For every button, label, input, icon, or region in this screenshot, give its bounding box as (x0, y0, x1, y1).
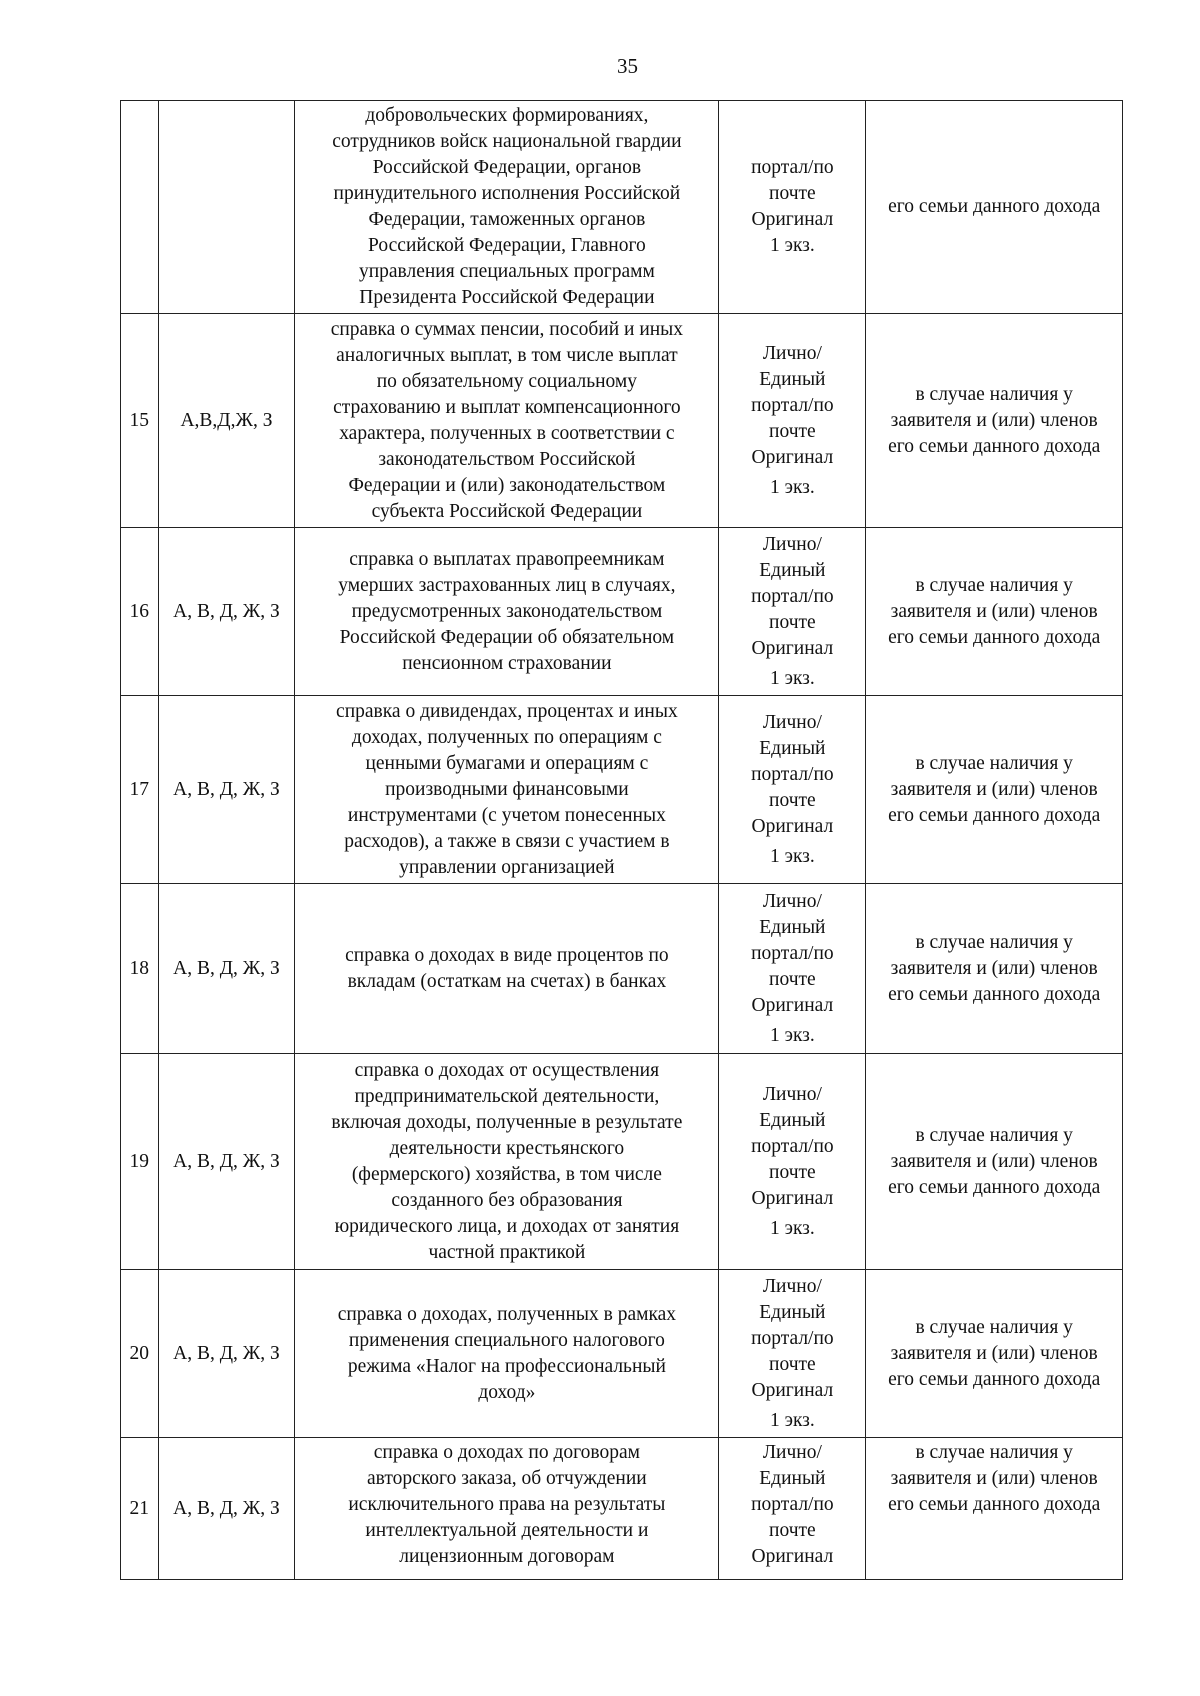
document-name (295, 884, 719, 1054)
submission-method-line: 1 экз. (769, 235, 815, 256)
submission-condition (866, 1054, 1123, 1270)
document-name-line: справка о доходах по договорам (373, 1442, 640, 1463)
document-name-line: инструментами (с учетом понесенных (347, 804, 666, 826)
applicant-categories: А, В, Д, Ж, З (158, 1438, 295, 1580)
submission-method-line: 1 экз. (769, 476, 815, 498)
document-name-line: сотрудников войск национальной гвардии (332, 131, 682, 152)
row-number: 15 (121, 314, 159, 528)
submission-condition-line: заявителя и (или) членов (890, 1468, 1098, 1489)
row-number: 21 (121, 1438, 159, 1580)
document-name-line: страхованию и выплат компенсационного (333, 396, 681, 418)
document-name-line: умерших застрахованных лиц в случаях, (338, 574, 676, 596)
document-name-line: Федерации, таможенных органов (368, 209, 646, 230)
document-name-line: предпринимательской деятельности, (354, 1085, 660, 1107)
submission-condition-line: в случае наличия у (915, 1316, 1073, 1338)
submission-condition-line: заявителя и (или) членов (890, 1150, 1098, 1172)
document-name-line: субъекта Российской Федерации (371, 500, 643, 522)
submission-method-line: Лично/ (762, 890, 822, 912)
submission-method-line: портал/по (751, 763, 834, 785)
row-number: 20 (121, 1270, 159, 1438)
submission-condition (866, 528, 1123, 696)
document-name-line: доход» (478, 1381, 536, 1403)
document-name-line: деятельности крестьянского (389, 1137, 625, 1159)
document-name-line: принудительного исполнения Российской (333, 183, 681, 204)
submission-method-line: Оригинал (751, 1379, 834, 1401)
submission-method-line: Лично/ (762, 1083, 822, 1105)
submission-condition-line: в случае наличия у (915, 752, 1073, 774)
submission-method-line: Лично/ (762, 1442, 822, 1463)
submission-method (719, 884, 866, 1054)
document-name-line: частной практикой (428, 1241, 586, 1263)
document-name-line: предусмотренных законодательством (351, 600, 663, 622)
applicant-categories: А,В,Д,Ж, З (158, 314, 295, 528)
submission-condition-line: в случае наличия у (915, 1124, 1073, 1146)
submission-condition-line: его семьи данного дохода (888, 435, 1101, 457)
submission-method-line: Единый (759, 1301, 826, 1323)
submission-method-line: Оригинал (751, 815, 834, 837)
document-name-line: Российской Федерации, органов (372, 157, 642, 178)
submission-method-line: почте (769, 611, 816, 633)
table-row (121, 1054, 1123, 1270)
table-row (121, 1438, 1123, 1580)
document-name-line: управления специальных программ (358, 261, 655, 282)
document-name-line: (фермерского) хозяйства, в том числе (351, 1163, 662, 1185)
table-row (121, 696, 1123, 884)
document-name-line: интеллектуальной деятельности и (365, 1520, 649, 1541)
submission-condition-line: его семьи данного дохода (888, 983, 1101, 1005)
submission-method-line: портал/по (751, 1327, 834, 1349)
submission-condition-line: его семьи данного дохода (888, 196, 1101, 217)
document-name-line: справка о доходах от осуществления (354, 1059, 660, 1081)
document-name-line: производными финансовыми (385, 778, 629, 800)
submission-method-line: почте (769, 1520, 816, 1541)
submission-condition-line: заявителя и (или) членов (890, 409, 1098, 431)
document-name (295, 314, 719, 528)
document-name-line: ценными бумагами и операциям с (365, 752, 649, 774)
document-name-line: справка о доходах в виде процентов по (345, 944, 669, 966)
submission-method-line: 1 экз. (769, 1217, 815, 1239)
row-number: 18 (121, 884, 159, 1054)
document-name-line: применения специального налогового (348, 1329, 665, 1351)
row-number: 17 (121, 696, 159, 884)
submission-method (719, 528, 866, 696)
submission-condition (866, 1270, 1123, 1438)
document-name-line: Федерации и (или) законодательством (348, 474, 666, 496)
document-name-line: лицензионным договорам (399, 1546, 615, 1567)
submission-method-line: Единый (759, 1468, 826, 1489)
document-name-line: справка о доходах, полученных в рамках (337, 1303, 677, 1325)
submission-method-line: портал/по (751, 394, 834, 416)
applicant-categories (158, 101, 295, 314)
document-name (295, 1438, 719, 1580)
submission-condition-line: заявителя и (или) членов (890, 600, 1098, 622)
page-number: 35 (617, 54, 638, 78)
document-name-line: режима «Налог на профессиональный (347, 1355, 666, 1377)
submission-method-line: 1 экз. (769, 667, 815, 689)
submission-condition-line: в случае наличия у (915, 1442, 1073, 1463)
submission-method-line: Оригинал (751, 209, 834, 230)
document-name (295, 1270, 719, 1438)
submission-method-line: почте (769, 420, 816, 442)
submission-method-line: 1 экз. (769, 845, 815, 867)
submission-method-line: Единый (759, 737, 826, 759)
applicant-categories: А, В, Д, Ж, З (158, 884, 295, 1054)
table-row (121, 528, 1123, 696)
submission-condition (866, 101, 1123, 314)
table-row (121, 1270, 1123, 1438)
document-name-line: законодательством Российской (378, 448, 636, 470)
documents-table (120, 100, 1123, 1580)
submission-method-line: почте (769, 183, 816, 204)
submission-condition-line: его семьи данного дохода (888, 804, 1101, 826)
submission-condition (866, 314, 1123, 528)
submission-method (719, 314, 866, 528)
submission-condition-line: заявителя и (или) членов (890, 1342, 1098, 1364)
document-name-line: расходов), а также в связи с участием в (344, 830, 670, 852)
submission-method-line: Лично/ (762, 533, 822, 555)
document-name-line: включая доходы, полученные в результате (331, 1111, 683, 1133)
document-name-line: авторского заказа, об отчуждении (367, 1468, 647, 1489)
submission-method-line: Лично/ (762, 711, 822, 733)
submission-method-line: портал/по (751, 1494, 834, 1515)
document-name-line: созданного без образования (391, 1189, 623, 1211)
submission-method-line: Единый (759, 559, 826, 581)
document-name-line: Президента Российской Федерации (359, 287, 655, 308)
submission-method-line: Оригинал (751, 994, 834, 1016)
submission-condition-line: его семьи данного дохода (888, 1368, 1101, 1390)
document-name-line: управлении организацией (399, 856, 615, 878)
document-name-line: вкладам (остаткам на счетах) в банках (347, 970, 667, 992)
document-name-line: Российской Федерации об обязательном (339, 626, 675, 648)
submission-method-line: Единый (759, 916, 826, 938)
submission-method-line: почте (769, 789, 816, 811)
document-name-line: Российской Федерации, Главного (368, 235, 646, 256)
submission-method-line: 1 экз. (769, 1409, 815, 1431)
applicant-categories: А, В, Д, Ж, З (158, 1054, 295, 1270)
submission-condition (866, 884, 1123, 1054)
row-number: 16 (121, 528, 159, 696)
applicant-categories: А, В, Д, Ж, З (158, 528, 295, 696)
row-number: 19 (121, 1054, 159, 1270)
document-name-line: характера, полученных в соответствии с (339, 422, 675, 444)
submission-method (719, 1054, 866, 1270)
submission-method-line: 1 экз. (769, 1024, 815, 1046)
submission-condition-line: его семьи данного дохода (888, 1494, 1101, 1515)
submission-method-line: Оригинал (751, 1546, 834, 1567)
applicant-categories: А, В, Д, Ж, З (158, 696, 295, 884)
submission-method-line: Оригинал (751, 446, 834, 468)
submission-method-line: портал/по (751, 585, 834, 607)
submission-condition-line: заявителя и (или) членов (890, 957, 1098, 979)
submission-method-line: портал/по (751, 1135, 834, 1157)
document-name-line: юридического лица, и доходах от занятия (334, 1215, 680, 1237)
document-name-line: исключительного права на результаты (348, 1494, 666, 1515)
table-row (121, 314, 1123, 528)
table-row (121, 884, 1123, 1054)
submission-method-line: почте (769, 1353, 816, 1375)
submission-method-line: Лично/ (762, 1275, 822, 1297)
document-name-line: аналогичных выплат, в том числе выплат (336, 344, 678, 366)
submission-method-line: портал/по (751, 157, 834, 178)
submission-method (719, 1270, 866, 1438)
submission-method-line: Лично/ (762, 342, 822, 364)
submission-condition-line: в случае наличия у (915, 574, 1073, 596)
submission-condition-line: заявителя и (или) членов (890, 778, 1098, 800)
document-name-line: справка о выплатах правопреемникам (349, 548, 665, 570)
submission-method-line: почте (769, 1161, 816, 1183)
row-number (121, 101, 159, 314)
document-name (295, 101, 719, 314)
submission-method-line: Оригинал (751, 1187, 834, 1209)
document-name-line: по обязательному социальному (376, 370, 638, 392)
document-name-line: добровольческих формированиях, (365, 105, 649, 126)
document-name (295, 1054, 719, 1270)
applicant-categories: А, В, Д, Ж, З (158, 1270, 295, 1438)
submission-condition-line: его семьи данного дохода (888, 626, 1101, 648)
document-name-line: доходах, полученных по операциям с (351, 726, 662, 748)
table-row (121, 101, 1123, 314)
submission-method (719, 101, 866, 314)
submission-method (719, 696, 866, 884)
document-name-line: пенсионном страховании (402, 652, 612, 674)
submission-method-line: портал/по (751, 942, 834, 964)
document-name (295, 696, 719, 884)
submission-condition-line: его семьи данного дохода (888, 1176, 1101, 1198)
submission-method-line: Оригинал (751, 637, 834, 659)
document-name-line: справка о суммах пенсии, пособий и иных (330, 318, 684, 340)
document-name-line: справка о дивидендах, процентах и иных (336, 700, 678, 722)
submission-condition-line: в случае наличия у (915, 931, 1073, 953)
document-name (295, 528, 719, 696)
submission-method-line: почте (769, 968, 816, 990)
submission-method-line: Единый (759, 1109, 826, 1131)
submission-method-line: Единый (759, 368, 826, 390)
submission-condition (866, 1438, 1123, 1580)
submission-method (719, 1438, 866, 1580)
submission-condition (866, 696, 1123, 884)
submission-condition-line: в случае наличия у (915, 383, 1073, 405)
